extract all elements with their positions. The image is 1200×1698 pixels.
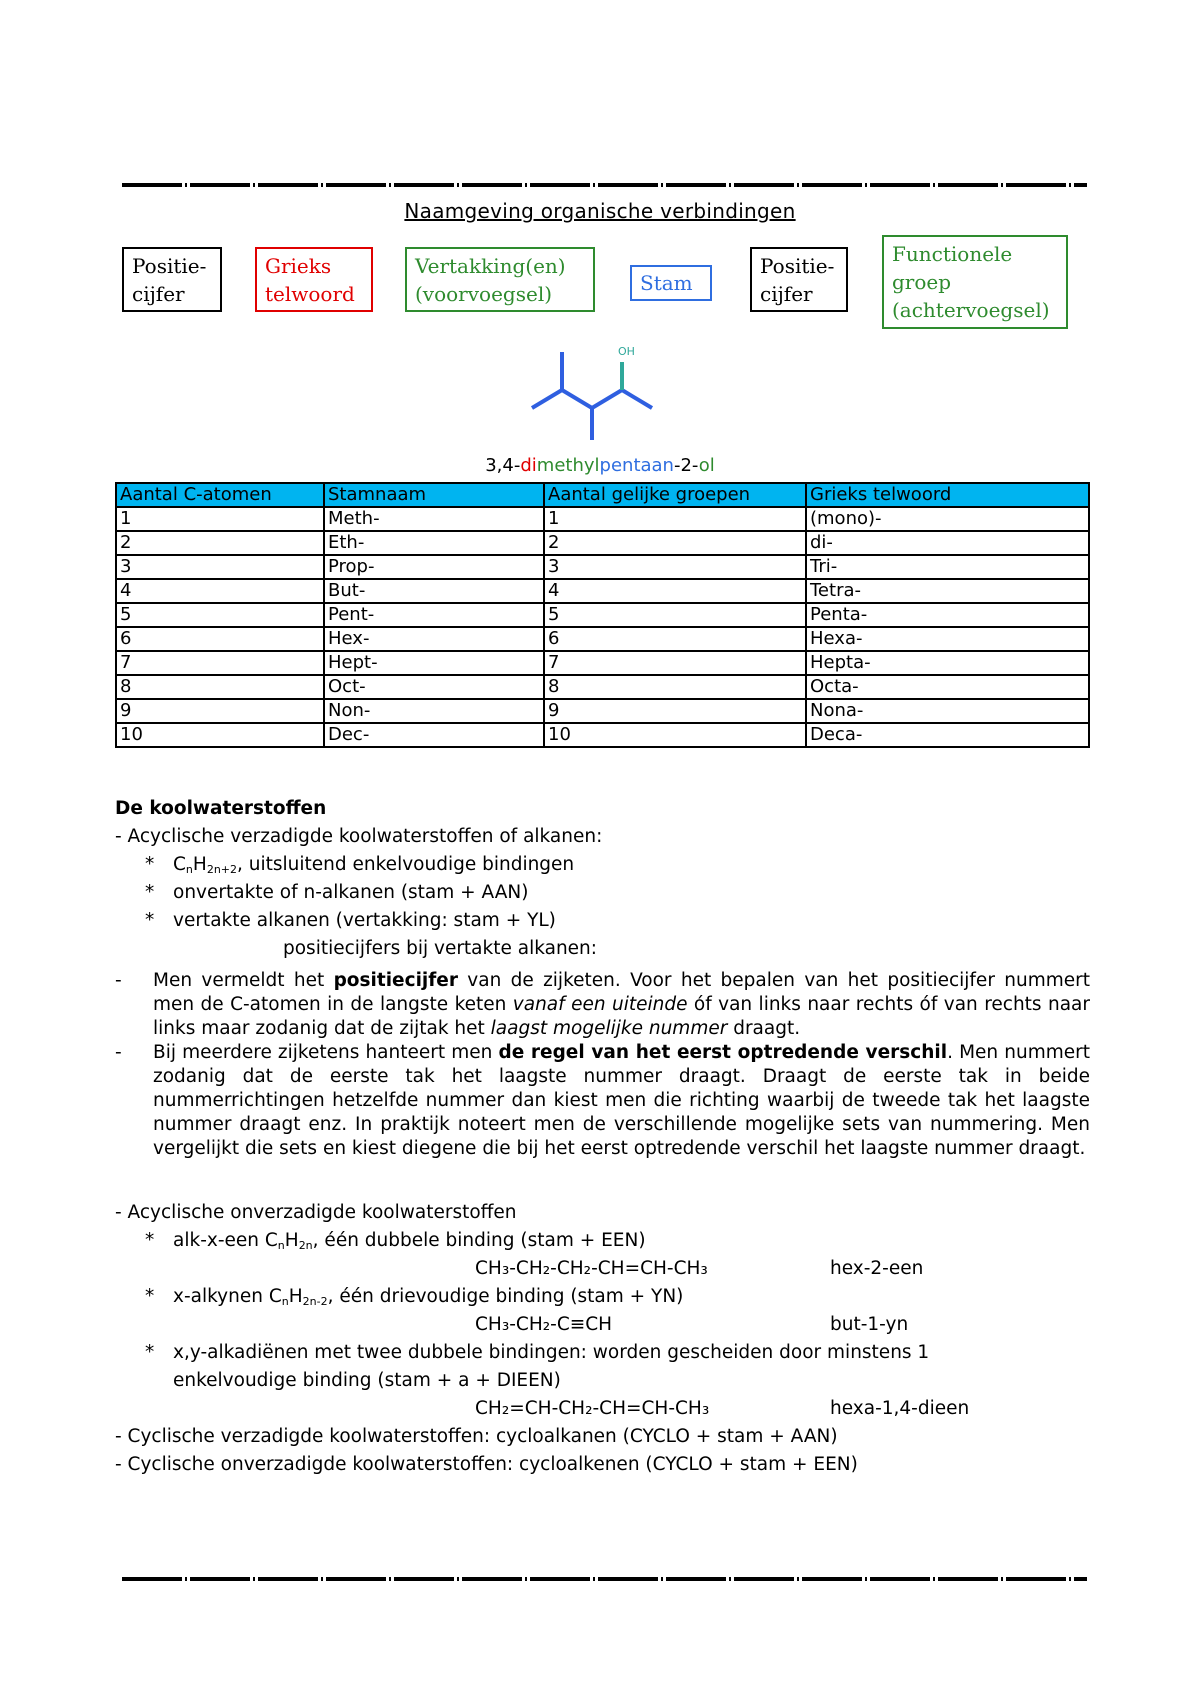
list-item [115,879,1090,907]
name-part: -2- [673,455,699,476]
text: 2n [298,1239,313,1252]
text: laagst mogelijke nummer [490,1018,728,1039]
table-cell: 3 [544,555,806,579]
table-cell: 3 [116,555,324,579]
table-cell: 7 [544,651,806,675]
list-item: - Cyclische verzadigde koolwaterstoffen: cycloalkanen (CYCLO + stam + AAN) [115,1426,838,1447]
structural-formula: CH₃-CH₂-CH₂-CH=CH-CH₃ [475,1258,708,1279]
list-item: - Acyclische verzadigde koolwaterstoffen of alkanen: [115,826,603,847]
table-header-row [116,483,1089,507]
table-cell: Octa- [806,675,1089,699]
table-cell: Penta- [806,603,1089,627]
table-cell: Hepta- [806,651,1089,675]
molecule-structure [520,340,670,440]
compound-name: hex-2-een [830,1258,924,1279]
text: , één drievoudige binding (stam + YN) [327,1286,684,1307]
table-cell: Hex- [324,627,544,651]
column-header: Stamnaam [324,483,544,507]
table-cell: Nona- [806,699,1089,723]
content-section [115,795,1090,1479]
box-line: cijfer [760,282,813,306]
dash-marker: - [115,1042,122,1063]
box-line: (voorvoegsel) [415,282,553,306]
box-line: Positie- [132,254,207,278]
paragraph-text [153,969,1090,1041]
table-cell: Hept- [324,651,544,675]
list-item [115,1339,1090,1367]
table-cell: Meth- [324,507,544,531]
text: x-alkynen C [173,1286,282,1307]
list-item [115,907,1090,935]
list-item: - Acyclische onverzadigde koolwaterstoffen [115,1202,517,1223]
bullet-star: * [145,910,155,931]
text: van de zijketen. Voor het bepalen van het positiecijfer nummert men de C-atomen in de langste keten [153,970,1090,1015]
table-cell: Pent- [324,603,544,627]
table-cell: 4 [544,579,806,603]
list-item-continuation: enkelvoudige binding (stam + a + DIEEN) [173,1370,561,1391]
table-row [116,651,1089,675]
table-row [116,507,1089,531]
table-cell: Oct- [324,675,544,699]
text: draagt. [727,1018,801,1039]
bottom-divider [122,1576,1087,1582]
text: n [185,863,193,876]
text: alk-x-een C [173,1230,278,1251]
bullet-star: * [145,1342,155,1363]
table-row [116,675,1089,699]
table-cell: 6 [116,627,324,651]
table-cell: Non- [324,699,544,723]
text: 2n-2 [302,1295,328,1308]
formula-row [115,1395,1090,1423]
name-part: pentaan [599,455,674,476]
box-positiecijfer-2 [750,247,848,312]
box-grieks-telwoord [255,247,373,312]
name-part: 3,4- [485,455,521,476]
bullet-star: * [145,1286,155,1307]
table-cell: Dec- [324,723,544,747]
table-cell: 6 [544,627,806,651]
table-cell: 5 [116,603,324,627]
table-row [116,555,1089,579]
box-stam [630,265,712,301]
section-heading: De koolwaterstoffen [115,798,327,819]
bullet-star: * [145,854,155,875]
box-vertakking [405,247,595,312]
table-cell: Prop- [324,555,544,579]
table-body [116,507,1089,747]
table-cell: 8 [116,675,324,699]
table-cell: Hexa- [806,627,1089,651]
text: , uitsluitend enkelvoudige bindingen [237,854,575,875]
text: H [288,1286,303,1307]
column-header: Aantal gelijke groepen [544,483,806,507]
text: C [173,854,186,875]
structural-formula: CH₃-CH₂-C≡CH [475,1314,613,1335]
table-row [116,579,1089,603]
text: vertakte alkanen (vertakking: stam + YL) [173,910,556,931]
table-cell: di- [806,531,1089,555]
page-title: Naamgeving organische verbindingen [404,199,796,223]
table-cell: But- [324,579,544,603]
list-item [115,1227,1090,1255]
table-cell: 2 [116,531,324,555]
rule-paragraph [115,1041,1090,1161]
table-cell: 8 [544,675,806,699]
text: óf van links naar rechts óf van rechts naar links maar zodanig dat de zijtak het [153,994,1090,1039]
table-cell: Deca- [806,723,1089,747]
text: H [284,1230,299,1251]
text: Men vermeldt het [153,970,334,991]
name-part: ol [698,455,715,476]
paragraph-text [153,1041,1090,1161]
box-line: cijfer [132,282,185,306]
box-line: telwoord [265,282,355,306]
box-line: groep [892,270,952,294]
table-cell: 9 [116,699,324,723]
box-line: Functionele [892,242,1013,266]
table-row [116,723,1089,747]
box-line: Vertakking(en) [415,254,566,278]
rule-paragraph [115,969,1090,1041]
table-cell: 10 [116,723,324,747]
compound-name: but-1-yn [830,1314,909,1335]
text: n [281,1295,289,1308]
formula-row [115,1255,1090,1283]
table-cell: 7 [116,651,324,675]
list-item [115,1283,1090,1311]
text: . Men nummert zodanig dat de eerste tak het laagste nummer draagt. Draagt de eerste tak in beide nummerrichtingen hetzelfde nummer dan kiest men die richting waarbij de tweede tak het laagste nummer draagt enz. In praktijk noteert men de verschillende mogelijke sets van nummering. Men vergelijkt die sets en kiest diegene die bij het eerst optredende verschil het laagste nummer draagt. [153,1042,1090,1159]
table-row [116,603,1089,627]
box-line: Stam [640,271,693,295]
text: n [277,1239,285,1252]
text: onvertakte of n-alkanen (stam + AAN) [173,882,529,903]
table-cell: Tri- [806,555,1089,579]
prefix-table [115,482,1090,748]
table-cell: Tetra- [806,579,1089,603]
text: 2n+2 [206,863,238,876]
text: , één dubbele binding (stam + EEN) [312,1230,646,1251]
bullet-star: * [145,882,155,903]
table-cell: 1 [544,507,806,531]
formula-row [115,1311,1090,1339]
table-cell: 9 [544,699,806,723]
box-positiecijfer-1 [122,247,222,312]
table-cell: 10 [544,723,806,747]
table-row [116,699,1089,723]
text: vanaf een uiteinde [512,994,688,1015]
box-functionele-groep [882,235,1068,329]
molecule-name [0,455,1200,476]
text: de regel van het eerst optredende verschil [498,1042,948,1063]
table-cell: 2 [544,531,806,555]
text: H [192,854,207,875]
list-item [115,851,1090,879]
text: positiecijfer [333,970,458,991]
text: Bij meerdere zijketens hanteert men [153,1042,499,1063]
dash-marker: - [115,970,122,991]
column-header: Aantal C-atomen [116,483,324,507]
list-item: positiecijfers bij vertakte alkanen: [283,938,598,959]
top-divider [122,182,1087,188]
column-header: Grieks telwoord [806,483,1089,507]
table-row [116,531,1089,555]
box-line: Positie- [760,254,835,278]
table-cell: Eth- [324,531,544,555]
box-line: (achtervoegsel) [892,298,1050,322]
table-row [116,627,1089,651]
name-part: methyl [536,455,600,476]
text: x,y-alkadiënen met twee dubbele bindingen: worden gescheiden door minstens 1 [173,1342,930,1363]
name-part: di [520,455,537,476]
table-cell: 1 [116,507,324,531]
table-cell: (mono)- [806,507,1089,531]
box-line: Grieks [265,254,332,278]
compound-name: hexa-1,4-dieen [830,1398,970,1419]
bullet-star: * [145,1230,155,1251]
structural-formula: CH₂=CH-CH₂-CH=CH-CH₃ [475,1398,710,1419]
table-cell: 5 [544,603,806,627]
list-item: - Cyclische onverzadigde koolwaterstoffen: cycloalkenen (CYCLO + stam + EEN) [115,1454,858,1475]
table-cell: 4 [116,579,324,603]
oh-label: OH [618,345,635,358]
